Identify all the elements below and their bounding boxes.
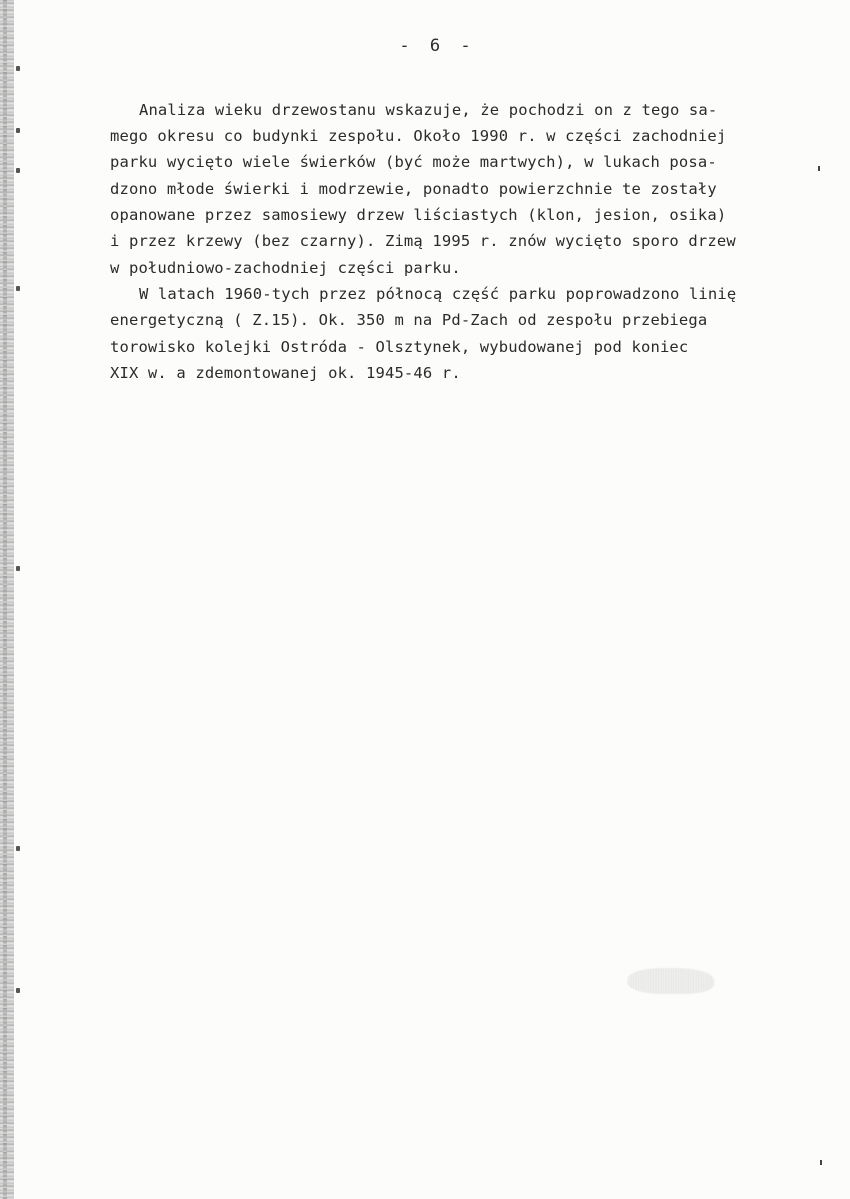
stray-ink-mark [820, 1160, 822, 1165]
scan-edge-mark [16, 286, 20, 291]
stray-ink-mark [818, 166, 820, 171]
text-line: Analiza wieku drzewostanu wskazuje, że pochodzi on z tego sa- [120, 101, 718, 119]
text-line: mego okresu co budynki zespołu. Około 1990 r. w części zachodniej [110, 127, 727, 145]
scan-edge-mark [16, 128, 20, 133]
scan-smudge [628, 968, 714, 994]
text-line: energetyczną ( Z.15). Ok. 350 m na Pd-Zach od zespołu przebiega [110, 311, 708, 329]
text-line: W latach 1960-tych przez północą część parku poprowadzono linię [120, 285, 737, 303]
text-line: dzono młode świerki i modrzewie, ponadto powierzchnie te zostały [110, 180, 717, 198]
scan-edge-artifact [0, 0, 14, 1199]
text-line: XIX w. a zdemontowanej ok. 1945-46 r. [110, 364, 461, 382]
text-line: parku wycięto wiele świerków (być może martwych), w lukach posa- [110, 153, 717, 171]
text-line: opanowane przez samosiewy drzew liściastych (klon, jesion, osika) [110, 206, 727, 224]
scan-edge-mark [16, 168, 20, 173]
scan-edge-mark [16, 846, 20, 851]
text-line: i przez krzewy (bez czarny). Zimą 1995 r. znów wycięto sporo drzew [110, 232, 736, 250]
page-number: - 6 - [399, 36, 471, 56]
scan-edge-mark [16, 988, 20, 993]
text-line: w południowo-zachodniej części parku. [110, 259, 461, 277]
scan-edge-mark [16, 66, 20, 71]
scan-edge-mark [16, 566, 20, 571]
text-line: torowisko kolejki Ostróda - Olsztynek, wybudowanej pod koniec [110, 338, 689, 356]
